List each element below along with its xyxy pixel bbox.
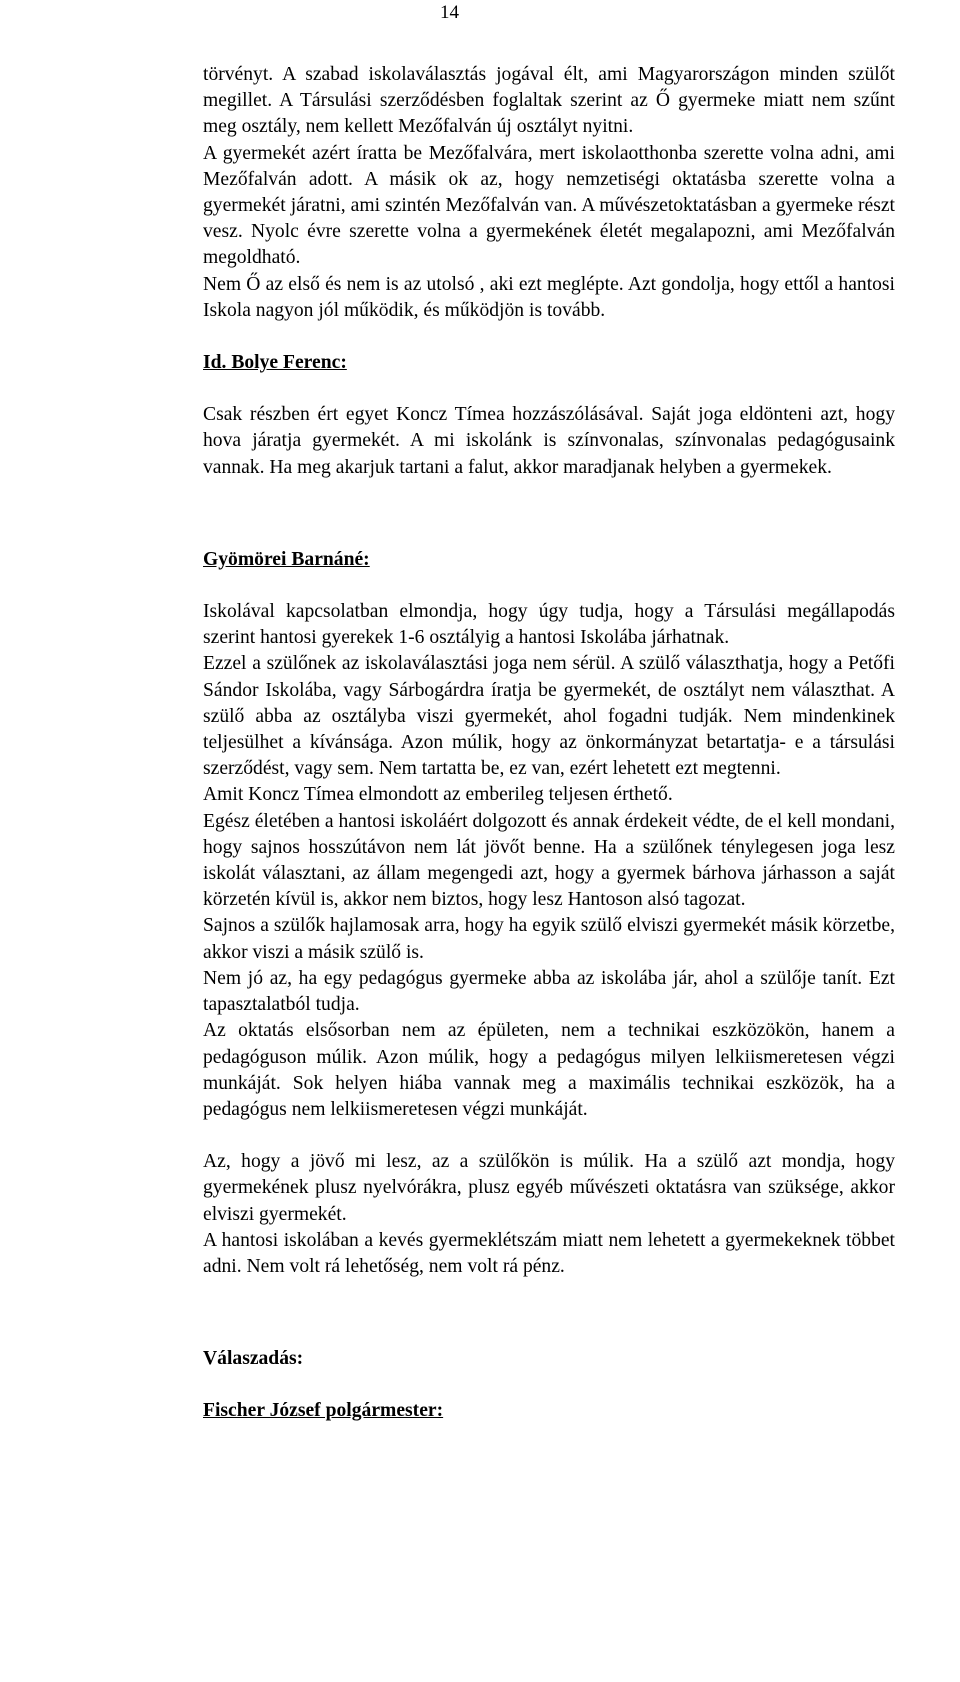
paragraph: Az oktatás elsősorban nem az épületen, nem a technikai eszközökön, hanem a pedagóguson múlik. Azon múlik, hogy a pedagógus milyen lelkiismeretesen végzi munkáját. Sok helyen hiába vannak meg a maximális technikai eszközök, ha a pedagógus nem lelkiismeretesen végzi munkáját.	[203, 1020, 895, 1120]
paragraph: Iskolával kapcsolatban elmondja, hogy úgy tudja, hogy a Társulási megállapodás szerint hantosi gyerekek 1-6 osztályig a hantosi Iskolába járhatnak.	[203, 601, 895, 649]
speaker-heading: Id. Bolye Ferenc:	[203, 352, 347, 374]
paragraph: Az, hogy a jövő mi lesz, az a szülőkön is múlik. Ha a szülő azt mondja, hogy gyermekének plusz nyelvórákra, plusz egyéb művészeti oktatásra van szüksége, akkor elviszi gyermekét.	[203, 1151, 895, 1225]
paragraph: A gyermekét azért íratta be Mezőfalvára, mert iskolaotthonba szerette volna adni, ami Mezőfalván adott. A másik ok az, hogy nemzetiségi oktatásba szerette volna a gyermekét járatni, ami szintén Mezőfalván van. A művészetoktatásban a gyermeke részt vesz. Nyolc évre szerette volna a gyermekének életét megalapozni, ami Mezőfalván megoldható.	[203, 142, 895, 269]
paragraph: Amit Koncz Tímea elmondott az emberileg teljesen érthető.	[203, 784, 673, 806]
speaker-heading: Gyömörei Barnáné:	[203, 548, 370, 570]
document-body	[203, 62, 895, 1425]
page-number: 14	[440, 2, 459, 23]
section-heading: Válaszadás:	[203, 1348, 304, 1370]
paragraph: Ezzel a szülőnek az iskolaválasztási joga nem sérül. A szülő választhatja, hogy a Petőfi Sándor Iskolába, vagy Sárbogárdra íratja be gyermekét, de osztályt nem választhat. A szülő abba az osztályba viszi gyermekét, ahol fogadni tudják. Nem mindenkinek teljesülhet a kívánsága. Azon múlik, hogy az önkormányzat betartatja- e a társulási szerződést, vagy sem. Nem tartatta be, ez van, ezért lehetett ezt megtenni.	[203, 653, 895, 780]
speaker-heading: Fischer József polgármester:	[203, 1400, 444, 1422]
paragraph: Csak részben ért egyet Koncz Tímea hozzászólásával. Saját joga eldönteni azt, hogy hova járatja gyermekét. A mi iskolánk is színvonalas, színvonalas pedagógusaink vannak. Ha meg akarjuk tartani a falut, akkor maradjanak helyben a gyermekek.	[203, 404, 895, 478]
paragraph: Nem jó az, ha egy pedagógus gyermeke abba az iskolába jár, ahol a szülője tanít. Ezt tapasztalatból tudja.	[203, 967, 895, 1016]
paragraph: Sajnos a szülők hajlamosak arra, hogy ha egyik szülő elviszi gyermekét másik körzetbe, akkor viszi a másik szülő is.	[203, 915, 895, 963]
paragraph: törvényt. A szabad iskolaválasztás jogával élt, ami Magyarországon minden szülőt megillet. A Társulási szerződésben foglaltak szerint az Ő gyermeke miatt nem szűnt meg osztály, nem kellett Mezőfalván új osztályt nyitni.	[203, 64, 895, 138]
paragraph: Egész életében a hantosi iskoláért dolgozott és annak érdekeit védte, de el kell mondani, hogy sajnos hosszútávon nem lát jövőt benne. Ha a szülőnek ténylegesen joga lesz iskolát választani, az állam megengedi azt, hogy a gyermek bárhova járhasson a saját körzetén kívül is, akkor nem biztos, hogy lesz Hantoson alsó tagozat.	[203, 810, 895, 911]
paragraph: A hantosi iskolában a kevés gyermeklétszám miatt nem lehetett a gyermekeknek többet adni. Nem volt rá lehetőség, nem volt rá pénz.	[203, 1229, 895, 1277]
paragraph: Nem Ő az első és nem is az utolsó , aki ezt meglépte. Azt gondolja, hogy ettől a hantosi Iskola nagyon jól működik, és működjön is tovább.	[203, 273, 895, 321]
